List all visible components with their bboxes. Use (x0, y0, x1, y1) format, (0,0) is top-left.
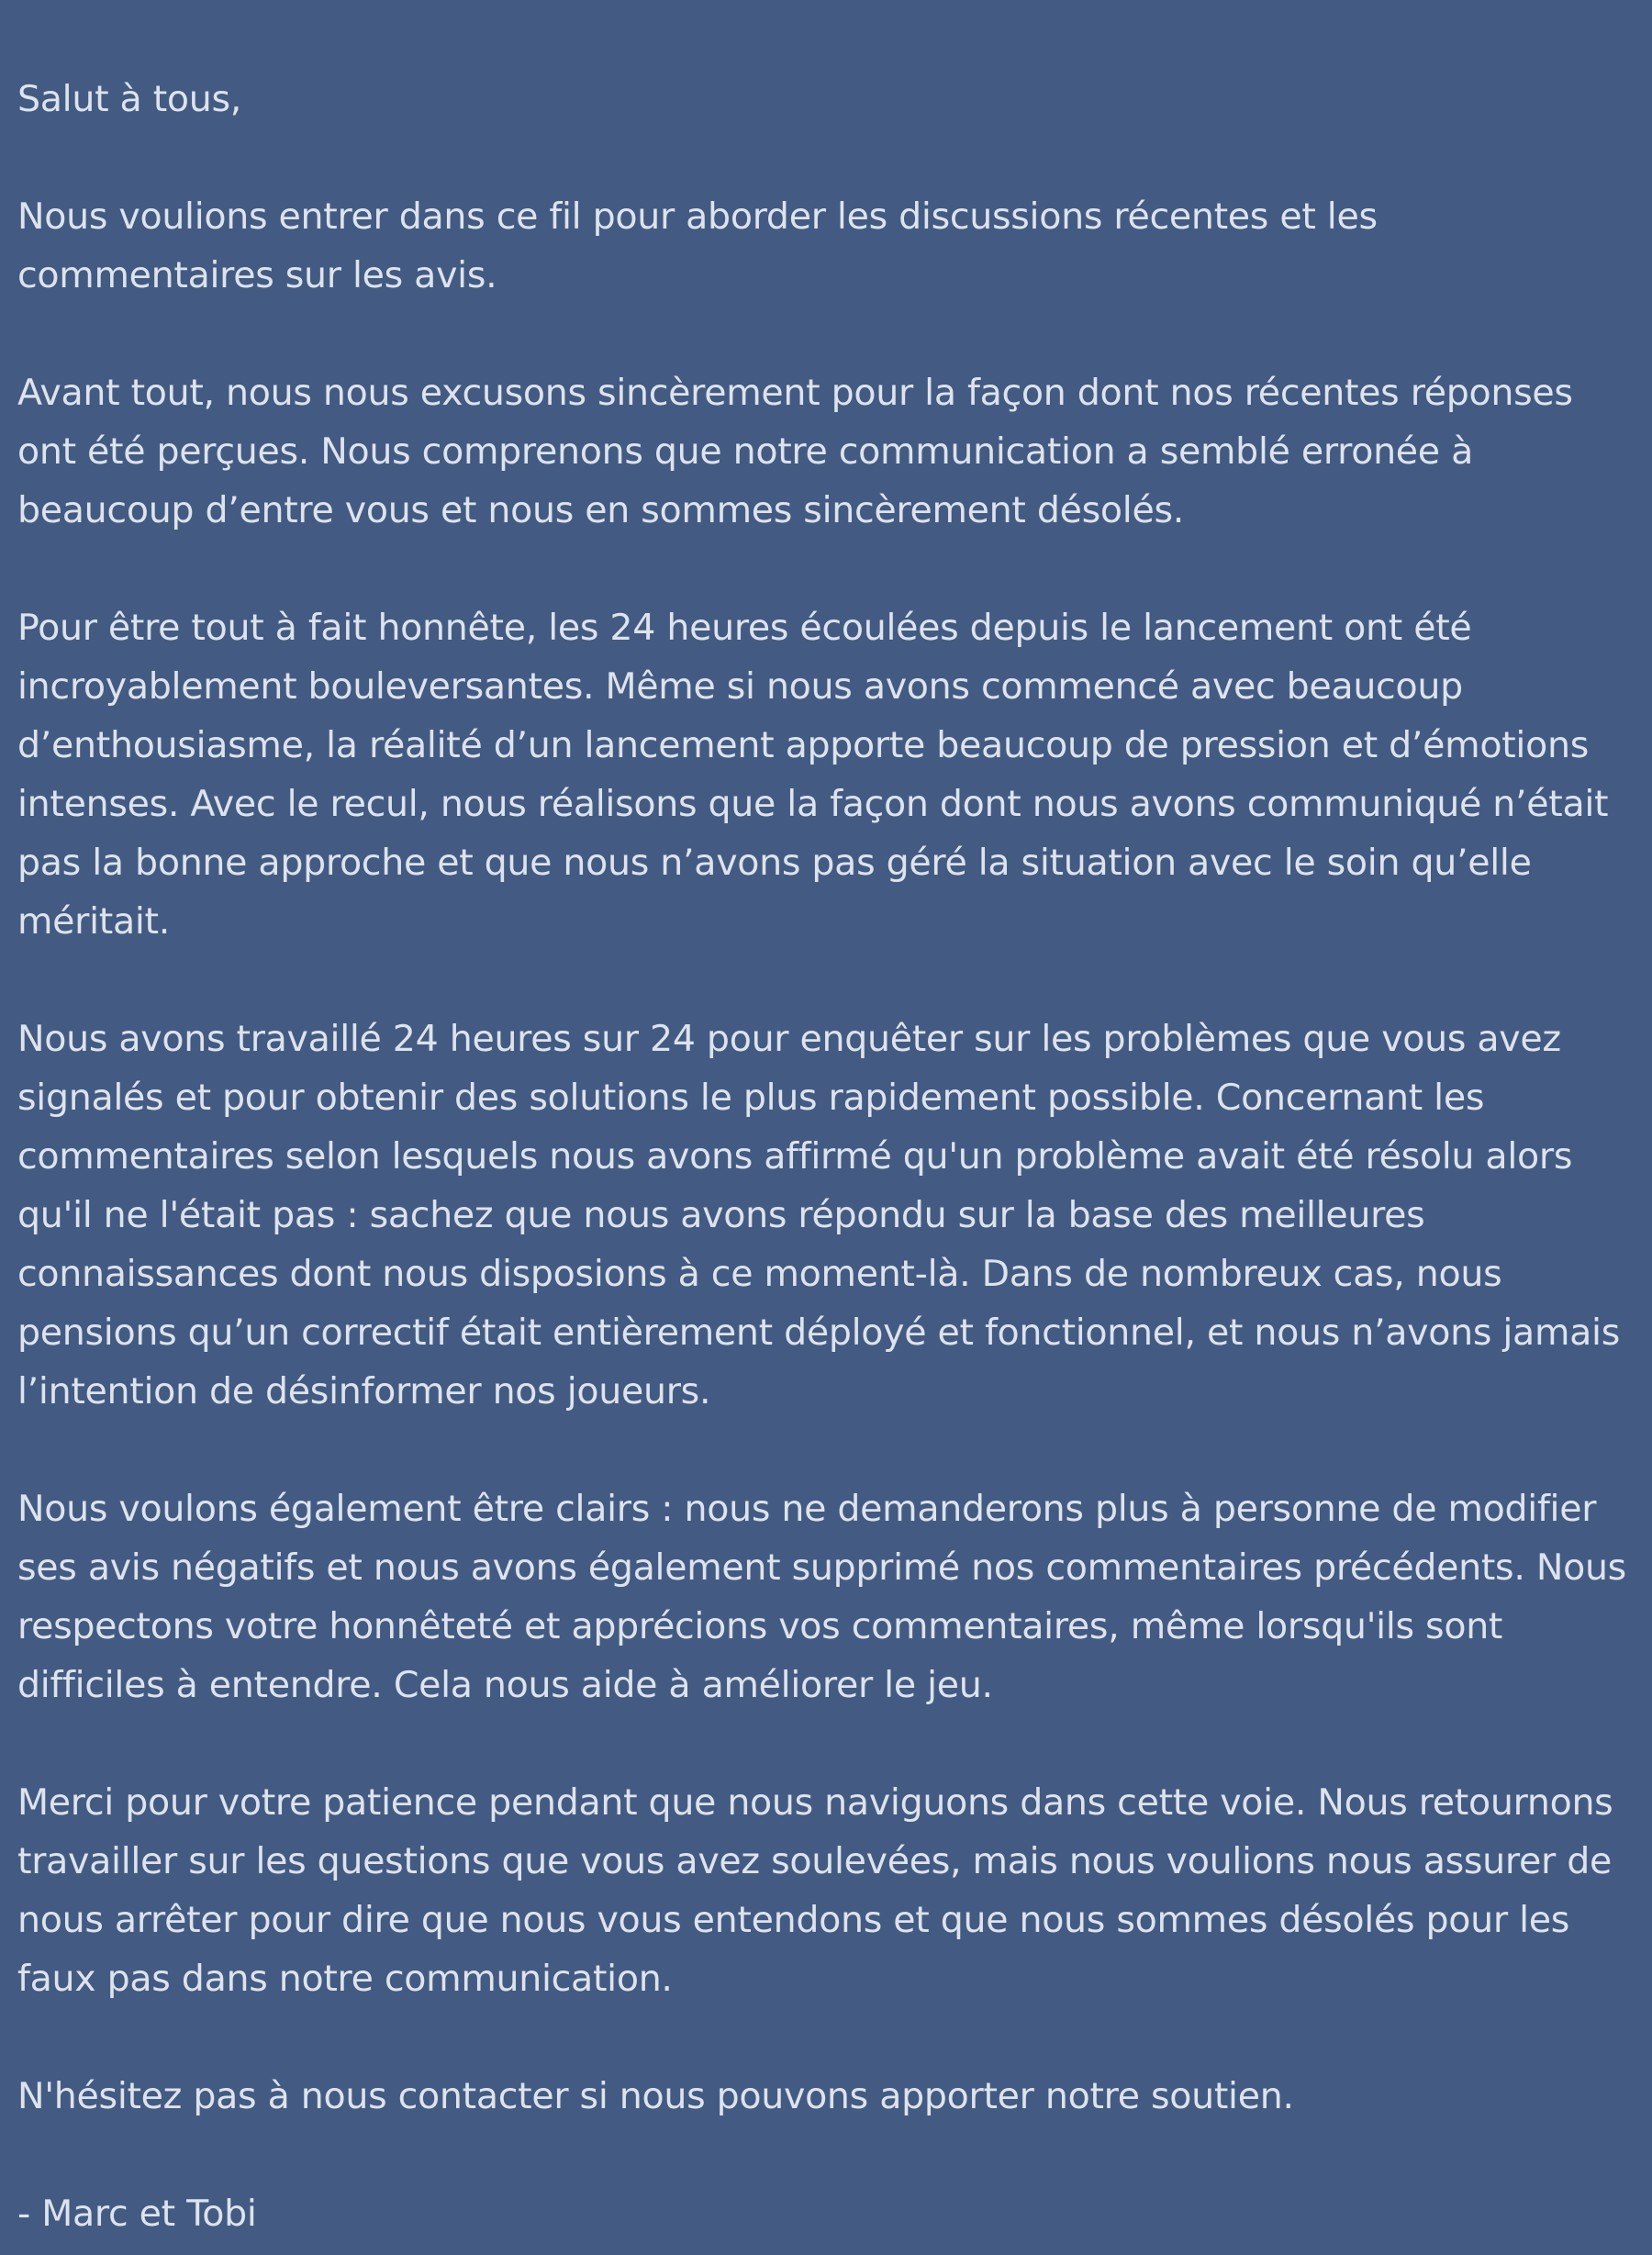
post-paragraph-6: Merci pour votre patience pendant que nous naviguons dans cette voie. Nous retournons travailler sur les questions que vous avez soulevées, mais nous voulions nous assurer de nous arrêter pour dire que nous vous entendons et que nous sommes désolés pour les faux pas dans notre communication. (17, 1781, 1613, 2000)
post-greeting: Salut à tous, (17, 78, 242, 120)
post-paragraph-5: Nous voulons également être clairs : nous ne demanderons plus à personne de modifier ses avis négatifs et nous avons également supprimé nos commentaires précédents. Nous respectons votre honnêteté et apprécions vos commentaires, même lorsqu'ils sont difficiles à entendre. Cela nous aide à améliorer le jeu. (17, 1488, 1626, 1706)
post-paragraph-1: Nous voulions entrer dans ce fil pour aborder les discussions récentes et les commentaires sur les avis. (17, 195, 1378, 296)
post-paragraph-2: Avant tout, nous nous excusons sincèrement pour la façon dont nos récentes réponses ont été perçues. Nous comprenons que notre communication a semblé erronée à beaucoup d’entre vous et nous en sommes sincèrement désolés. (17, 372, 1573, 531)
post-paragraph-3: Pour être tout à fait honnête, les 24 heures écoulées depuis le lancement ont été incroyablement bouleversantes. Même si nous avons commencé avec beaucoup d’enthousiasme, la réalité d’un lancement apporte beaucoup de pression et d’émotions intenses. Avec le recul, nous réalisons que la façon dont nous avons communiqué n’était pas la bonne approche et que nous n’avons pas géré la situation avec le soin qu’elle méritait. (17, 607, 1609, 943)
post-paragraph-7: N'hésitez pas à nous contacter si nous pouvons apporter notre soutien. (17, 2075, 1294, 2117)
post-signature: - Marc et Tobi (17, 2193, 257, 2235)
post-paragraph-4: Nous avons travaillé 24 heures sur 24 pour enquêter sur les problèmes que vous avez signalés et pour obtenir des solutions le plus rapidement possible. Concernant les commentaires selon lesquels nous avons affirmé qu'un problème avait été résolu alors qu'il ne l'était pas : sachez que nous avons répondu sur la base des meilleures connaissances dont nous disposions à ce moment-là. Dans de nombreux cas, nous pensions qu’un correctif était entièrement déployé et fonctionnel, et nous n’avons jamais l’intention de désinformer nos joueurs. (17, 1018, 1620, 1412)
